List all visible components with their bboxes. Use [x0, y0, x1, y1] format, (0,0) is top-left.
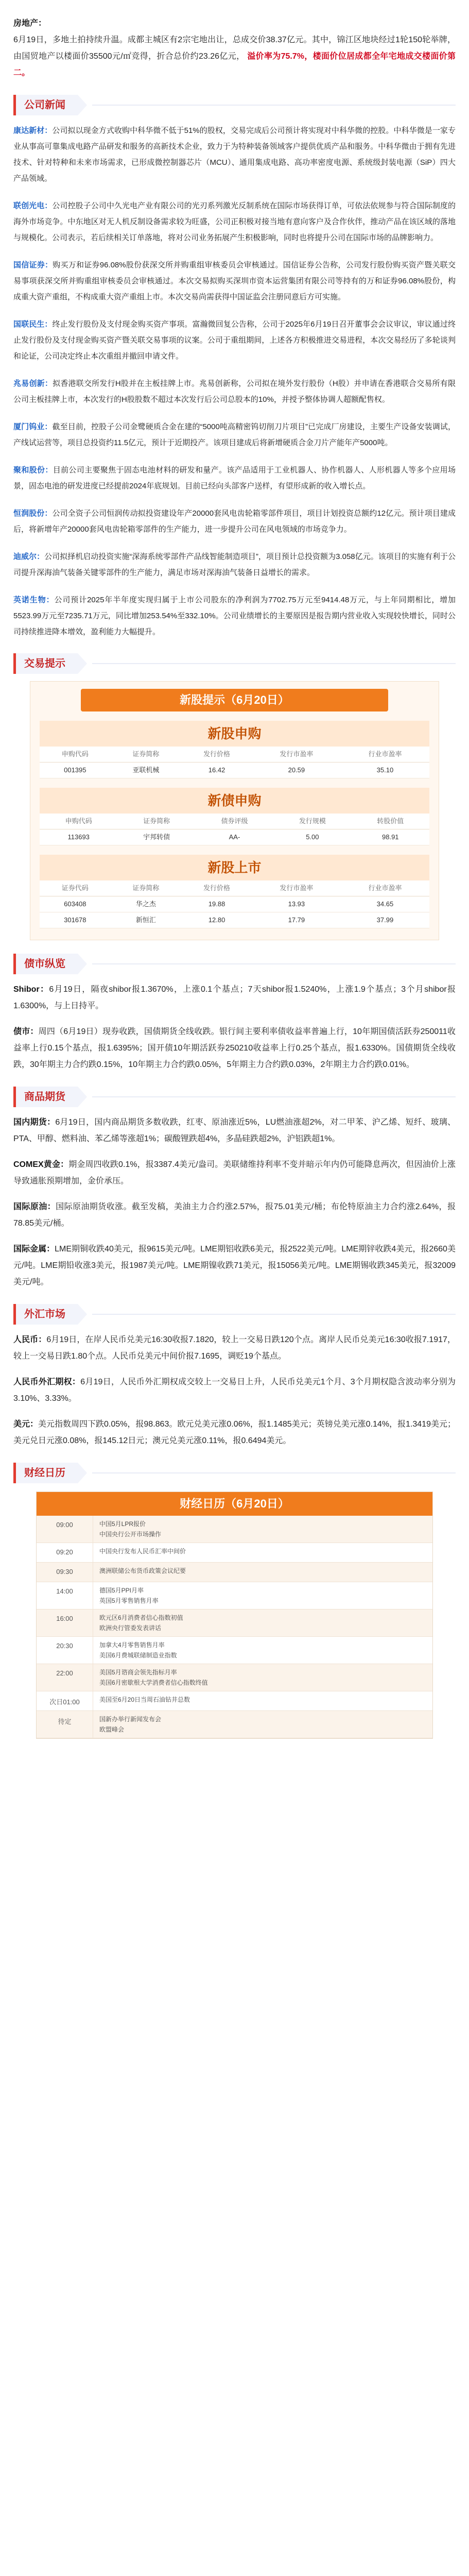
calendar-event: 中国央行公开市场操作 — [99, 1531, 162, 1538]
ipo-cell: 亚联机械 — [111, 762, 182, 778]
fx-label: 美元： — [13, 1420, 39, 1429]
commodity-text: 6月19日，国内商品期货多数收跌，红枣、原油涨近5%，LU燃油涨超2%，对二甲苯、沪乙烯、短纤、玻璃、PTA、甲醇、燃料油、苯乙烯等涨超1%；碳酸锂跌超4%，多晶硅跌超2%，沪铝跌超1%。 — [13, 1118, 456, 1143]
news-item — [13, 198, 456, 246]
commodity-label: COMEX黄金： — [13, 1160, 69, 1169]
property-text: 6月19日，多地土拍持续升温。成都主城区有2宗宅地出让，总成交价38.37亿元。其中，锦江区地块经过1轮150轮举牌，由国贸地产以楼面价35500元/㎡竞得，折合总价约23.26亿元， — [13, 36, 456, 61]
ipo-table — [40, 880, 429, 928]
section-commodities — [13, 1087, 456, 1107]
calendar-time: 待定 — [37, 1711, 93, 1738]
commodity-text: 国际原油期货收涨。截至发稿，美油主力合约涨2.57%，报75.01美元/桶；布伦特原油主力合约涨2.64%，报78.85美元/桶。 — [13, 1202, 456, 1228]
bond-paragraph — [13, 981, 456, 1014]
commodity-label: 国际原油： — [13, 1202, 56, 1211]
news-item — [13, 462, 456, 494]
calendar-events — [93, 1516, 432, 1543]
calendar-time: 09:00 — [37, 1516, 93, 1543]
ipo-cell: 17.79 — [252, 912, 341, 928]
ipo-column-header: 证券简称 — [111, 747, 182, 762]
commodity-paragraph — [13, 1157, 456, 1190]
calendar-event: 美国至6月20日当周石油钻井总数 — [99, 1696, 190, 1703]
bond-paragraph — [13, 1024, 456, 1073]
news-text: 目前公司主要聚焦于固态电池材料的研发和量产。该产品适用于工业机器人、协作机器人、人形机器人等多个应用场景，固态电池的研发进度已经提前2024年底规划。目前已经向头部客户送样，有望形成新的收入增长点。 — [13, 466, 456, 490]
calendar-rows — [37, 1516, 432, 1738]
ipo-cell: 12.80 — [181, 912, 252, 928]
ipo-column-header: 证券简称 — [117, 814, 195, 829]
commodity-label: 国内期货： — [13, 1118, 56, 1127]
section-rule — [92, 1096, 456, 1097]
calendar-row — [37, 1609, 432, 1637]
ipo-table — [40, 814, 429, 845]
calendar-row — [37, 1516, 432, 1543]
section-title-commodities: 商品期货 — [13, 1087, 78, 1107]
calendar-event: 中国5月LPR报价 — [99, 1520, 146, 1528]
fx-paragraph — [13, 1332, 456, 1365]
news-company: 兆易创新： — [13, 379, 53, 388]
calendar-event: 澳洲联储公布货币政策会议纪要 — [99, 1567, 186, 1574]
fx-text: 6月19日，人民币外汇期权成交较上一交易日上升，人民币兑美元1个月、3个月期权隐含波动率分别为3.10%、3.33%。 — [13, 1378, 456, 1403]
ipo-column-header: 发行市盈率 — [252, 747, 341, 762]
commodity-paragraph — [13, 1199, 456, 1232]
ipo-column-header: 行业市盈率 — [341, 880, 429, 896]
section-rule — [92, 663, 456, 664]
news-text: 拟香港联交所发行H股并在主板挂牌上市。兆易创新称，公司拟在境外发行股份（H股）并申请在香港联合交易所有限公司主板挂牌上市，本次发行的H股股数不超过本次发行后公司总股本的10%，并授予整体协调人超额配售权。 — [13, 379, 456, 404]
ipo-column-header: 发行市盈率 — [252, 880, 341, 896]
bond-label: Shibor： — [13, 985, 49, 994]
table-row — [40, 896, 429, 912]
ipo-column-header: 转股价值 — [352, 814, 429, 829]
ipo-cell: 20.59 — [252, 762, 341, 778]
calendar-event: 英国5月零售销售月率 — [99, 1597, 159, 1604]
news-text: 公司控股子公司中久光电产业有限公司的光刃系列激光反制系统在国际市场获得订单，可依法依规参与符合国际制度的海外市场竞争。中东地区对无人机反制设备需求较为旺盛，公司正积极对接当地有意向客户及合作伙伴，推动产品在该区域的落地与规模化。公司表示，若后续相关订单落地，将对公司业务拓展产生积极影响，同时也将提升公司在国际市场的品牌影响力。 — [13, 201, 456, 242]
section-title-calendar: 财经日历 — [13, 1463, 78, 1483]
calendar-title: 财经日历（6月20日） — [37, 1492, 432, 1516]
commodity-paragraph — [13, 1114, 456, 1147]
section-rule — [92, 105, 456, 106]
section-rule — [92, 963, 456, 964]
ipo-group-title: 新股申购 — [40, 721, 429, 747]
calendar-time: 14:00 — [37, 1582, 93, 1609]
ipo-cell: AA- — [196, 829, 273, 845]
ipo-card — [30, 681, 439, 940]
ipo-cell: 113693 — [40, 829, 117, 845]
ipo-column-header: 申购代码 — [40, 747, 111, 762]
news-item — [13, 505, 456, 537]
section-title-fx: 外汇市场 — [13, 1304, 78, 1325]
calendar-time: 22:00 — [37, 1664, 93, 1691]
news-text: 公司全资子公司恒润传动拟投资建设年产20000套风电齿轮箱零部件项目，项目计划投资总额约12亿元。预计项目建成后，将新增年产20000套风电齿轮箱零部件的生产能力，进一步提升公司在风电领域的市场竞争力。 — [13, 509, 456, 534]
calendar-event: 中国央行发布人民币汇率中间价 — [99, 1548, 186, 1555]
calendar-time: 09:30 — [37, 1563, 93, 1582]
calendar-events — [93, 1543, 432, 1562]
news-company: 英诺生物： — [13, 596, 55, 604]
section-fx — [13, 1304, 456, 1325]
calendar-time: 次日01:00 — [37, 1691, 93, 1710]
bond-text: 6月19日，隔夜shibor报1.3670%，上涨0.1个基点；7天shibor报1.5240%，上涨1.9个基点；3个月shibor报1.6300%，与上日持平。 — [13, 985, 456, 1010]
ipo-column-header: 债券评级 — [196, 814, 273, 829]
calendar-row — [37, 1637, 432, 1664]
calendar-events — [93, 1711, 432, 1738]
section-ipo — [13, 653, 456, 674]
news-text: 终止发行股份及支付现金购买资产事项。富瀚微回复公告称，公司于2025年6月19日召开董事会会议审议，审议通过终止发行股份及支付现金购买资产暨关联交易事项的议案。公司于重组期间，上述各方积极推进交易进程，本次交易经历了多轮谈判和论证，公司决定终止本次重组并撤回申请文件。 — [13, 320, 456, 361]
ipo-column-header: 发行价格 — [181, 880, 252, 896]
news-company: 迪威尔： — [13, 552, 45, 561]
calendar-event: 国新办举行新闻发布会 — [99, 1716, 162, 1723]
table-row — [40, 912, 429, 928]
news-item — [13, 316, 456, 364]
ipo-column-header: 证券代码 — [40, 880, 111, 896]
calendar-events — [93, 1563, 432, 1582]
bond-label: 债市： — [13, 1027, 39, 1036]
news-text: 公司拟以现金方式收购中科华微不低于51%的股权，交易完成后公司预计将实现对中科华微的控股。中科华微是一家专业从事高可靠集成电路产品研发和服务的高新技术企业，致力于为特种装备领域客户提供优质产品和服务。中科华微由于拥有先进技术、针对特种和未来市场需求，已形成微控制器芯片（MCU）、通用集成电路、高功率密度电源、系统级封装电源（SiP）四大产品领域。 — [13, 126, 456, 183]
news-company: 国信证券： — [13, 261, 53, 269]
calendar-events — [93, 1582, 432, 1609]
calendar-time: 20:30 — [37, 1637, 93, 1664]
section-bonds — [13, 954, 456, 974]
fx-text: 美元指数周四下跌0.05%，报98.863。欧元兑美元涨0.06%，报1.1485美元；英镑兑美元涨0.14%，报1.3419美元；美元兑日元涨0.08%，报145.12日元；澳元兑美元涨0.11%，报0.6494美元。 — [13, 1420, 456, 1445]
ipo-groups — [40, 721, 429, 928]
commodity-label: 国际金属： — [13, 1245, 55, 1253]
calendar-events — [93, 1664, 432, 1691]
ipo-column-header: 申购代码 — [40, 814, 117, 829]
ipo-column-header: 证券简称 — [111, 880, 182, 896]
property-paragraph — [13, 15, 456, 81]
fx-text: 6月19日，在岸人民币兑美元16:30收报7.1820，较上一交易日跌120个点。离岸人民币兑美元16:30收报7.1917，较上一交易日跌1.80个点。人民币兑美元中间价报7.1695，调贬19个基点。 — [13, 1335, 456, 1361]
ipo-cell: 华之杰 — [111, 896, 182, 912]
calendar-time: 16:00 — [37, 1609, 93, 1636]
section-rule — [92, 1314, 456, 1315]
ipo-cell: 16.42 — [181, 762, 252, 778]
news-text: 截至目前，控股子公司金鹭硬质合金在建的“5000吨高精密钨切削刀片项目”已完成厂房建设，主要生产设备安装调试，产线试运营等，项目总投资约11.5亿元，预计于近期投产。该项目建成后将新增硬质合金刀片产能年产5000吨。 — [13, 422, 456, 447]
calendar-row — [37, 1582, 432, 1609]
calendar-events — [93, 1609, 432, 1636]
fx-label: 人民币外汇期权： — [13, 1378, 81, 1386]
table-row — [40, 829, 429, 845]
ipo-cell: 34.65 — [341, 896, 429, 912]
ipo-cell: 5.00 — [273, 829, 351, 845]
ipo-cell: 301678 — [40, 912, 111, 928]
ipo-header-row — [40, 880, 429, 896]
news-text: 公司拟择机启动投资实施“深海系统零部件产品线智能制造项目”，项目预计总投资额为3.058亿元。该项目的实施有利于公司提升深海油气装备关键零部件的生产能力，满足市场对深海油气装备日益增长的需求。 — [13, 552, 456, 577]
table-row — [40, 762, 429, 778]
ipo-cell: 35.10 — [341, 762, 429, 778]
section-title-company-news: 公司新闻 — [13, 95, 78, 115]
ipo-group-title: 新债申购 — [40, 788, 429, 814]
ipo-cell: 宇邦转债 — [117, 829, 195, 845]
ipo-cell: 新恒汇 — [111, 912, 182, 928]
calendar-event: 美国6月密歇根大学消费者信心指数终值 — [99, 1679, 208, 1686]
section-title-bonds: 债市纵览 — [13, 954, 78, 974]
ipo-table — [40, 747, 429, 778]
news-item — [13, 376, 456, 408]
news-item — [13, 123, 456, 187]
news-company: 恒润股份： — [13, 509, 53, 518]
news-company: 康达新材： — [13, 126, 53, 135]
fx-label: 人民币： — [13, 1335, 47, 1344]
ipo-cell: 603408 — [40, 896, 111, 912]
bonds-list — [13, 981, 456, 1073]
calendar-events — [93, 1691, 432, 1710]
ipo-cell: 19.88 — [181, 896, 252, 912]
section-company-news — [13, 95, 456, 115]
ipo-cell: 001395 — [40, 762, 111, 778]
calendar-events — [93, 1637, 432, 1664]
calendar-row — [37, 1711, 432, 1738]
calendar-event: 欧元区6月消费者信心指数初值 — [99, 1614, 183, 1621]
ipo-cell: 13.93 — [252, 896, 341, 912]
calendar-event: 美国5月谘商会领先指标月率 — [99, 1669, 177, 1676]
fx-paragraph — [13, 1416, 456, 1449]
commodity-paragraph — [13, 1241, 456, 1291]
company-news-list — [13, 123, 456, 640]
ipo-card-title: 新股提示（6月20日） — [81, 689, 388, 711]
calendar-row — [37, 1664, 432, 1691]
news-item — [13, 419, 456, 451]
property-label: 房地产： — [13, 19, 47, 28]
ipo-cell: 37.99 — [341, 912, 429, 928]
commodity-text: LME期铜收跌40美元，报9615美元/吨。LME期铝收跌6美元，报2522美元/吨。LME期锌收跌4美元，报2660美元/吨。LME期铅收涨3美元，报1987美元/吨。LME期镍收跌71美元，报15056美元/吨。LME期锡收跌345美元，报32009美元/吨。 — [13, 1245, 456, 1286]
property-highlight: 溢价率为75.7%，楼面价位居成都全年宅地成交楼面价第二。 — [13, 52, 456, 77]
news-company: 联创光电： — [13, 201, 53, 210]
news-company: 国联民生： — [13, 320, 53, 329]
calendar-event: 德国5月PPI月率 — [99, 1587, 144, 1594]
calendar-time: 09:20 — [37, 1543, 93, 1562]
calendar-row — [37, 1563, 432, 1582]
calendar-event: 欧盟峰会 — [99, 1726, 125, 1733]
ipo-column-header: 行业市盈率 — [341, 747, 429, 762]
news-text: 购买万和证券96.08%股份获深交所并购重组审核委员会审核通过。国信证券公告称，公司发行股份购买资产暨关联交易事项获深交所并购重组审核委员会审核通过。本次交易拟购买深圳市资本运营集团有限公司等持有的万和证券96.08%股份，构成重大资产重组，不构成重大资产重组上市。本次交易尚需获得中国证监会注册同意后方可实施。 — [13, 261, 456, 301]
ipo-column-header: 发行规模 — [273, 814, 351, 829]
commodity-text: 期金周四收跌0.1%，报3387.4美元/盎司。美联储维持利率不变并暗示年内仍可能降息两次，但因油价上涨导致通胀预期增加，金价承压。 — [13, 1160, 456, 1185]
news-text: 公司预计2025年半年度实现归属于上市公司股东的净利润为7702.75万元至9414.48万元，与上年同期相比，增加5523.99万元至7235.71万元，同比增加253.54%至332.10%。公司业绩增长的主要原因是报告期内营业收入实现较快增长，同时公司持续推进降本增效，盈利能力大幅提升。 — [13, 596, 456, 636]
ipo-cell: 98.91 — [352, 829, 429, 845]
commodities-list — [13, 1114, 456, 1291]
news-company: 聚和股份： — [13, 466, 53, 474]
calendar-event: 欧洲央行管委发表讲话 — [99, 1624, 162, 1632]
ipo-group-title: 新股上市 — [40, 855, 429, 880]
ipo-header-row — [40, 814, 429, 829]
section-title-ipo: 交易提示 — [13, 653, 78, 674]
calendar-event: 美国6月费城联储制造业指数 — [99, 1652, 177, 1659]
calendar-row — [37, 1691, 432, 1711]
calendar-row — [37, 1543, 432, 1563]
ipo-header-row — [40, 747, 429, 762]
news-item — [13, 549, 456, 581]
news-item — [13, 257, 456, 305]
fx-list — [13, 1332, 456, 1449]
calendar-event: 加拿大4月零售销售月率 — [99, 1641, 165, 1649]
news-item — [13, 592, 456, 640]
bond-text: 周四（6月19日）现券收跌，国债期货全线收跌。银行间主要利率债收益率普遍上行，10年期国债活跃券250011收益率上行0.15个基点，报1.6395%；国开债10年期活跃券250210收益率上行0.25个基点，报1.6330%。国债期货全线收跌，30年期主力合约跌0.15%，10年期主力合约跌0.05%，5年期主力合约跌0.03%，2年期主力合约跌0.01%。 — [13, 1027, 456, 1069]
section-rule — [92, 1472, 456, 1473]
fx-paragraph — [13, 1374, 456, 1407]
ipo-column-header: 发行价格 — [181, 747, 252, 762]
news-company: 厦门钨业： — [13, 422, 53, 431]
calendar-card — [36, 1492, 433, 1739]
section-calendar — [13, 1463, 456, 1483]
